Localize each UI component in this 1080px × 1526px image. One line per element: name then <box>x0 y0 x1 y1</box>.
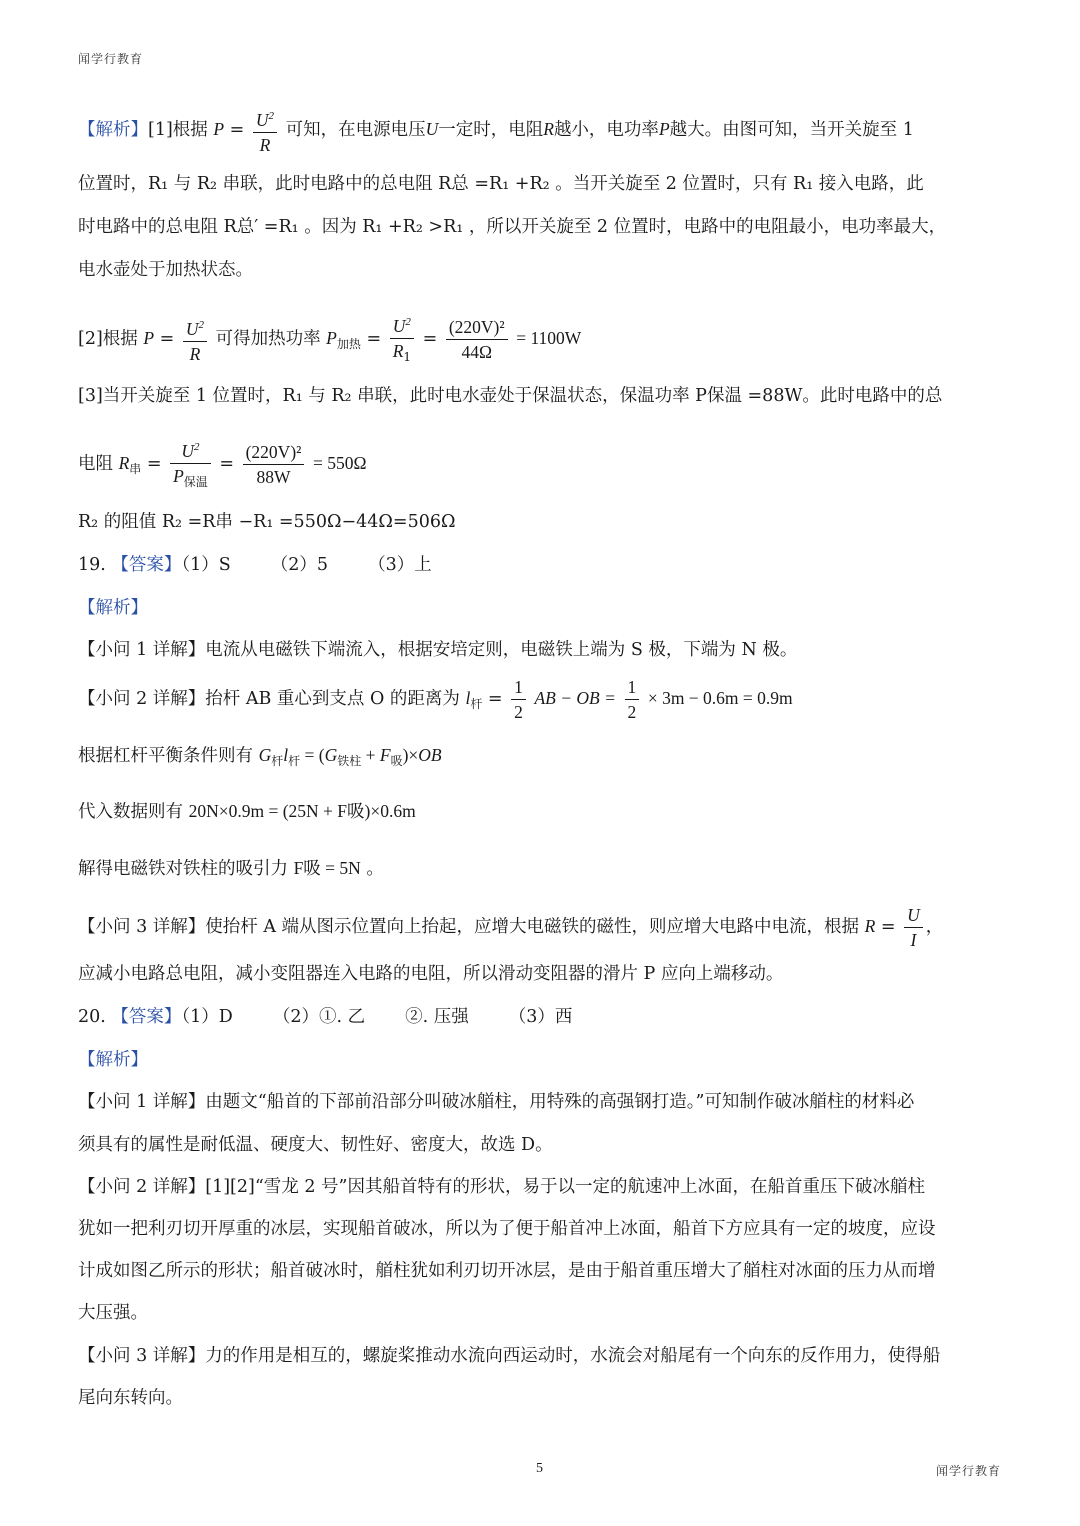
answer-tag: 【答案】 <box>111 555 182 575</box>
formula: $G_杆l_杆 = (G_{铁柱} + F_吸)\times OB$ <box>258 745 442 768</box>
text: 由题文“船首的下部前沿部分叫破冰艏柱，用特殊的高强钢打造。”可知制作破冰艏柱的材料必 <box>205 1092 915 1112</box>
page-number: 5 <box>536 1461 543 1476</box>
q19-s2d-line <box>78 856 1002 881</box>
formula-symbol: R <box>543 118 554 139</box>
q18-line-3: 时电路中的总电阻 R总′ =R₁ 。因为 R₁ +R₂ >R₁ ，所以开关旋至 2 位置时，电路中的电阻最小，电功率最大， <box>78 217 947 237</box>
q18-line-7: 电阻 $R_串$ = $\frac{U^2}{P_{保温}}$ = $\frac{\text{(220V)²}}{88W}$ = 550Ω <box>78 435 1002 494</box>
q19-s1-line <box>78 638 1002 662</box>
text: 解得电磁铁对铁柱的吸引力 <box>78 859 288 879</box>
text: 越小，电功率 <box>553 119 659 140</box>
formula-symbol: U <box>425 118 439 139</box>
sub-tag: 【小问 3 详解】 <box>78 917 206 937</box>
answer-2: （2）①. 乙 <box>272 1007 366 1027</box>
text: 代入数据则有 <box>78 802 183 822</box>
q20-s1b-line: 须具有的属性是耐低温、硬度大、韧性好、密度大，故选 D。 <box>78 1135 553 1155</box>
q20-s2-line <box>78 1175 1002 1199</box>
header-brand: 闻学行教育 <box>78 52 144 66</box>
formula-fraction: $\frac{U^2}{R_1}$ <box>390 310 414 369</box>
result: = 550Ω <box>312 452 367 473</box>
answer-1: （1）S <box>181 555 231 575</box>
answer-2b: ②. 压强 <box>405 1007 469 1027</box>
q19-answer-line <box>78 553 1002 577</box>
text: [1][2]“雪龙 2 号”因其船首特有的形状，易于以一定的航速冲上冰面，在船首重压下破冰艏柱 <box>205 1177 925 1197</box>
formula-fraction: $\frac{1}{2}$ <box>511 675 526 724</box>
q19-s2-line: 【小问 2 详解】抬杆 AB 重心到支点 O 的距离为 $l_杆$ = $\frac{1}{2}$ AB − OB = $\frac{1}{2}$ × 3m − 0.6m = 0.9m <box>78 677 793 722</box>
text: 使抬杆 A 端从图示位置向上抬起，应增大电磁铁的磁性，则应增大电路中电流，根据 <box>205 917 860 937</box>
formula-symbol: P <box>658 118 670 139</box>
result: = 1100W <box>516 327 582 348</box>
footer-brand: 闻学行教育 <box>936 1464 1002 1478</box>
formula-fraction: $\frac{\text{(220V)²}}{44\Omega}$ <box>446 315 508 364</box>
q20-s3-line <box>78 1344 1002 1368</box>
answer-2: （2）5 <box>270 555 329 575</box>
jiexi-tag: 【解析】 <box>78 119 148 140</box>
q19-jiexi <box>78 596 1002 620</box>
q18-line-5: [2]根据 P = $\frac{U^2}{R}$ 可得加热功率 $P_{加热}$ = $\frac{U^2}{R_1}$ = $\frac{\text{(220V)²}}{44\Omega}$ = 1100W <box>78 310 1002 369</box>
formula-fraction: $\frac{U}{I}$ <box>904 903 923 952</box>
q19-s2c-line <box>78 799 1002 824</box>
q18-line-2: 位置时，R₁ 与 R₂ 串联，此时电路中的总电阻 R总 =R₁ +R₂ 。当开关旋至 2 位置时，只有 R₁ 接入电路，此 <box>78 174 924 194</box>
text: 根据杠杆平衡条件则有 <box>78 746 253 766</box>
text: 电流从电磁铁下端流入，根据安培定则，电磁铁上端为 S 极，下端为 N 极。 <box>205 640 798 660</box>
q19-s3-line: 【小问 3 详解】使抬杆 A 端从图示位置向上抬起，应增大电磁铁的磁性，则应增大电路中电流，根据 R = $\frac{U}{I}$ ， <box>78 905 944 950</box>
formula-fraction: $\frac{1}{2}$ <box>625 675 640 724</box>
q20-answer-line <box>78 1005 1002 1029</box>
jiexi-tag: 【解析】 <box>78 598 148 618</box>
text: [2]根据 <box>78 328 138 349</box>
text: 可得加热功率 <box>215 328 321 349</box>
formula-symbol: R <box>118 452 130 473</box>
text: 可知，在电源电压 <box>285 119 426 140</box>
formula-fraction: $\frac{U^2}{R}$ <box>183 313 207 366</box>
q20-s2d-line: 大压强。 <box>78 1303 148 1323</box>
q20-s3b-line: 尾向东转向。 <box>78 1388 183 1408</box>
formula-symbol: R <box>864 916 876 936</box>
q19-s2b-line <box>78 743 1002 773</box>
q20-s2c-line: 计成如图乙所示的形状；船首破冰时，艏柱犹如利刃切开冰层，是由于船首重压增大了艏柱对冰面的压力从而增 <box>78 1261 936 1281</box>
text: 一定时，电阻 <box>438 119 544 140</box>
text: 电阻 <box>78 453 113 474</box>
formula-symbol: P <box>213 118 225 139</box>
result: × 3m − 0.6m = 0.9m <box>647 688 793 708</box>
sub-tag: 【小问 3 详解】 <box>78 1346 206 1366</box>
text: 力的作用是相互的，螺旋桨推动水流向西运动时，水流会对船尾有一个向东的反作用力，使得船 <box>205 1346 941 1366</box>
subscript: 加热 <box>336 336 361 351</box>
subscript: 杆 <box>470 697 483 711</box>
answer-1: （1）D <box>181 1007 233 1027</box>
text: 越大。由图可知，当开关旋至 1 <box>669 119 914 140</box>
answer-3: （3）西 <box>508 1007 573 1027</box>
formula-symbol: l <box>465 688 471 708</box>
formula-text: AB − OB = <box>534 688 616 708</box>
sub-tag: 【小问 2 详解】 <box>78 1177 206 1197</box>
q20-s1-line <box>78 1090 1002 1114</box>
text: 。 <box>366 859 384 879</box>
question-number: 20. <box>78 1007 106 1027</box>
formula-fraction: $\frac{U^2}{R}$ <box>253 104 277 157</box>
q20-s2b-line: 犹如一把利刃切开厚重的冰层，实现船首破冰，所以为了便于船首冲上冰面，船首下方应具有一定的坡度，应设 <box>78 1219 936 1239</box>
q18-line-1: 【解析】[1]根据 P = $\frac{U^2}{R}$ 可知，在电源电压U一定时，电阻R越小，电功率P越大。由图可知，当开关旋至 1 <box>78 104 1002 157</box>
sub-tag: 【小问 1 详解】 <box>78 1092 206 1112</box>
subscript: 串 <box>129 461 142 476</box>
text: 抬杆 AB 重心到支点 O 的距离为 <box>205 689 460 709</box>
answer-3: （3）上 <box>368 555 432 575</box>
formula-symbol: P <box>143 327 155 348</box>
formula-fraction: $\frac{\text{(220V)²}}{88W}$ <box>243 440 305 489</box>
q18-line-8: R₂ 的阻值 R₂ =R串 −R₁ =550Ω−44Ω=506Ω <box>78 512 456 532</box>
sub-tag: 【小问 1 详解】 <box>78 640 206 660</box>
text: ， <box>925 917 944 937</box>
text: [1]根据 <box>148 119 208 140</box>
answer-tag: 【答案】 <box>111 1007 182 1027</box>
q18-line-6: [3]当开关旋至 1 位置时，R₁ 与 R₂ 串联，此时电水壶处于保温状态，保温功率 P保温 =88W。此时电路中的总 <box>78 386 943 406</box>
formula-fraction: $\frac{U^2}{P_{保温}}$ <box>170 435 211 494</box>
sub-tag: 【小问 2 详解】 <box>78 689 206 709</box>
formula: 20N×0.9m = (25N + F吸)×0.6m <box>188 801 416 821</box>
q18-line-4: 电水壶处于加热状态。 <box>78 260 253 280</box>
question-number: 19. <box>78 555 106 575</box>
q20-jiexi <box>78 1048 1002 1072</box>
formula: F吸 = 5N <box>293 858 361 878</box>
q19-s3b-line: 应减小电路总电阻，减小变阻器连入电路的电阻，所以滑动变阻器的滑片 P 应向上端移动。 <box>78 964 784 984</box>
jiexi-tag: 【解析】 <box>78 1050 148 1070</box>
formula-symbol: P <box>326 327 337 348</box>
